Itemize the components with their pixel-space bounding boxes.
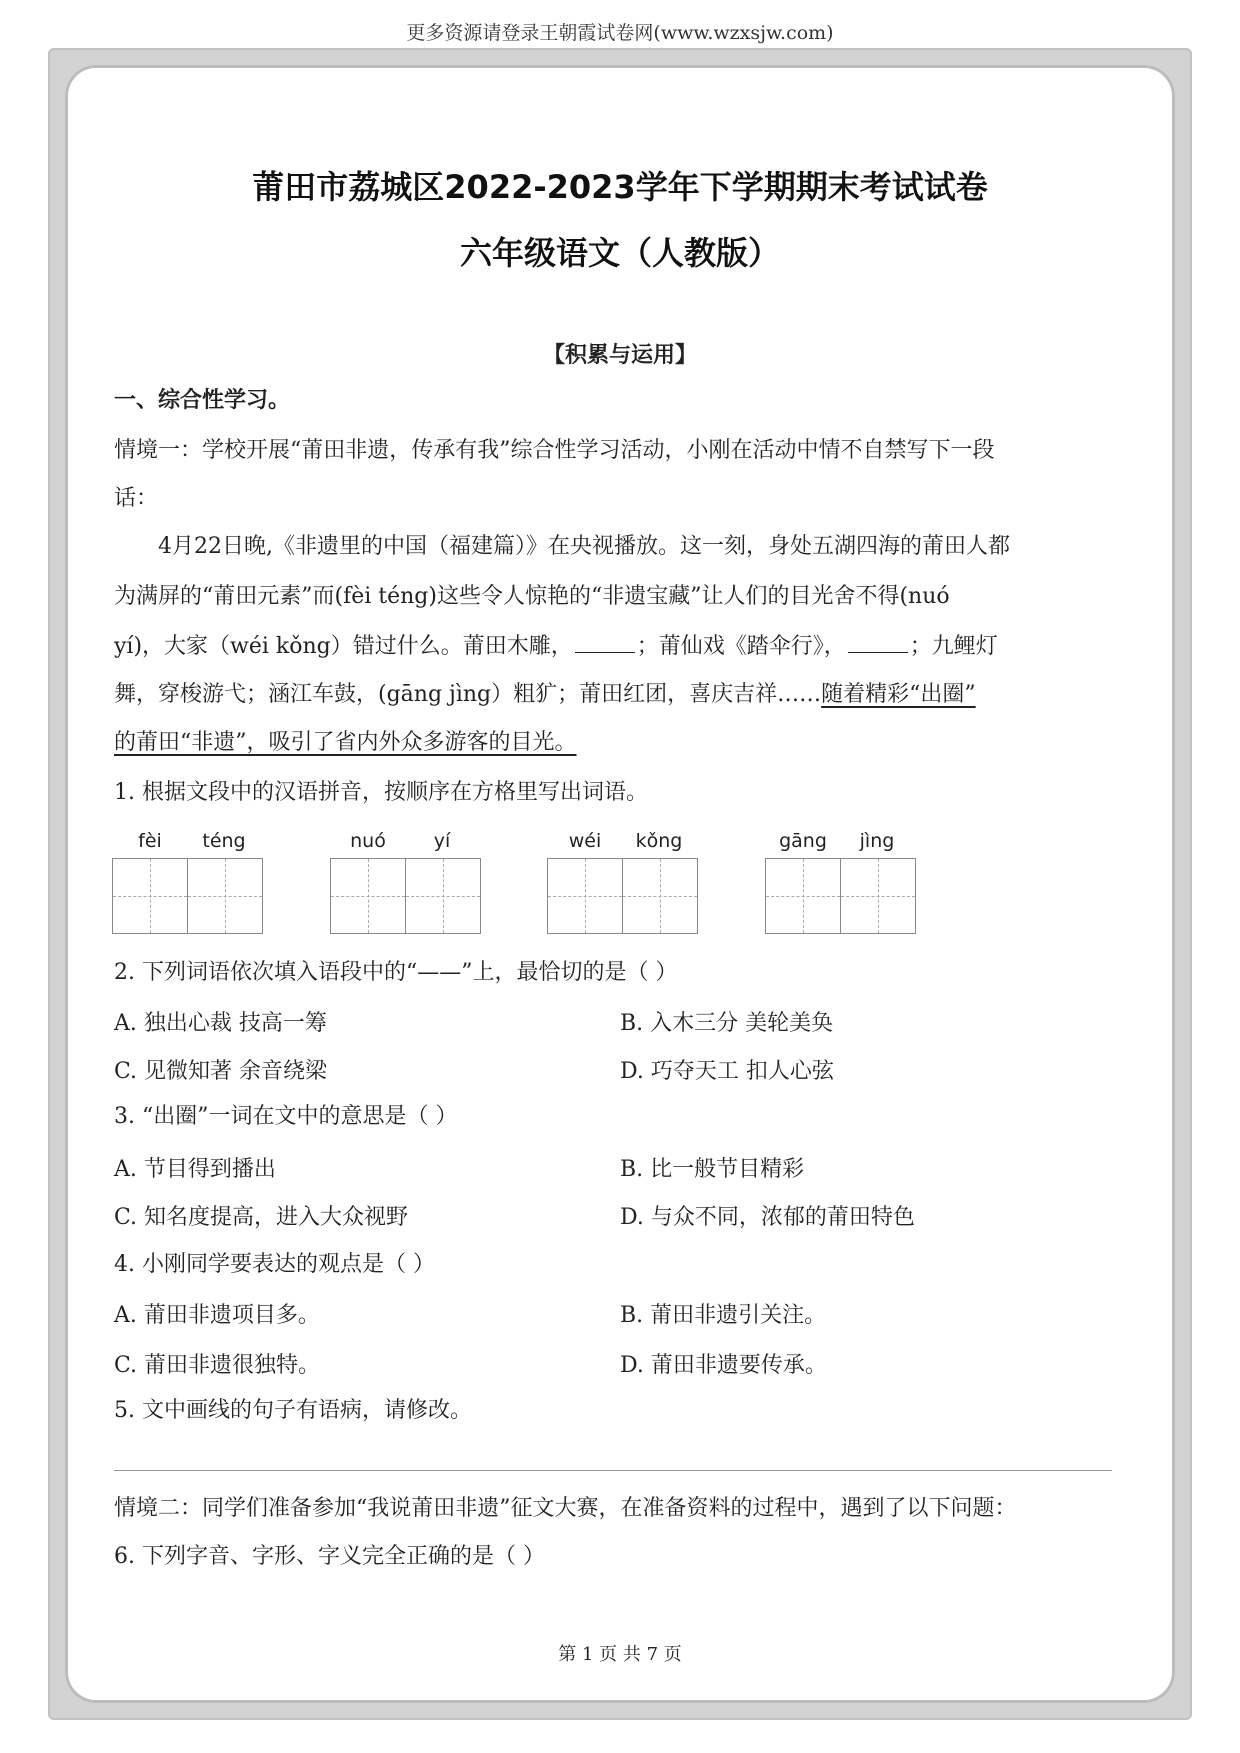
writing-cell[interactable] <box>330 858 406 934</box>
passage-text: ；九鲤灯 <box>909 634 998 659</box>
question-5: 5. 文中画线的句子有语病，请修改。 <box>114 1398 472 1423</box>
option-c[interactable]: C. 莆田非遗很独特。 <box>114 1353 321 1378</box>
pinyin-label: téng <box>202 830 246 852</box>
pinyin-label: jìng <box>859 830 895 852</box>
question-6: 6. 下列字音、字形、字义完全正确的是（ ） <box>114 1544 545 1569</box>
question-1: 1. 根据文段中的汉语拼音，按顺序在方格里写出词语。 <box>114 780 648 805</box>
scenario-text: 情境一：学校开展“莆田非遗，传承有我”综合性学习活动，小刚在活动中情不自禁写下一段 <box>114 438 995 463</box>
option-d[interactable]: D. 与众不同，浓郁的莆田特色 <box>620 1205 915 1230</box>
pinyin-grid-group <box>765 830 914 934</box>
exam-title: 莆田市荔城区2022-2023学年下学期期末考试试卷 <box>252 168 988 206</box>
underlined-sentence: 的莆田“非遗”，吸引了省内外众多游客的目光。 <box>114 730 577 755</box>
site-banner: 更多资源请登录王朝霞试卷网(www.wzxsjw.com) <box>406 22 834 44</box>
option-d[interactable]: D. 莆田非遗要传承。 <box>620 1353 827 1378</box>
option-a[interactable]: A. 节目得到播出 <box>114 1157 276 1182</box>
option-b[interactable]: B. 比一般节目精彩 <box>620 1157 805 1182</box>
writing-cell[interactable] <box>547 858 623 934</box>
section-heading: 【积累与运用】 <box>542 343 697 368</box>
exam-subtitle: 六年级语文（人教版） <box>459 234 780 272</box>
pinyin-label: fèi <box>138 830 162 852</box>
passage-line <box>114 632 1126 662</box>
scenario-text: 话： <box>114 486 159 511</box>
pinyin-grid-group <box>112 830 261 934</box>
writing-cell[interactable] <box>765 858 841 934</box>
question-4: 4. 小刚同学要表达的观点是（ ） <box>114 1252 435 1277</box>
passage-line: 4月22日晚,《非遗里的中国（福建篇）》在央视播放。这一刻，身处五湖四海的莆田人都 <box>158 534 1010 559</box>
underlined-sentence: 随着精彩“出圈” <box>821 682 976 707</box>
question-2: 2. 下列词语依次填入语段中的“——”上，最恰切的是（ ） <box>114 960 678 985</box>
option-b[interactable]: B. 莆田非遗引关注。 <box>620 1303 827 1328</box>
passage-text: 舞，穿梭游弋；涵江车鼓，(gāng jìng）粗犷；莆田红团，喜庆吉祥…… <box>114 682 822 707</box>
part-heading: 一、综合性学习。 <box>114 388 291 413</box>
option-a[interactable]: A. 独出心裁 技高一筹 <box>114 1011 327 1036</box>
writing-cell[interactable] <box>840 858 916 934</box>
option-c[interactable]: C. 知名度提高，进入大众视野 <box>114 1205 409 1230</box>
fill-blank[interactable] <box>848 632 908 653</box>
pinyin-grid-group <box>330 830 479 934</box>
scenario-text: 情境二：同学们准备参加“我说莆田非遗”征文大赛，在准备资料的过程中，遇到了以下问题： <box>114 1496 1017 1521</box>
writing-cell[interactable] <box>622 858 698 934</box>
passage-line: 为满屏的“莆田元素”而(fèi téng)这些令人惊艳的“非遗宝藏”让人们的目光舍不得(nuó <box>114 584 950 609</box>
option-a[interactable]: A. 莆田非遗项目多。 <box>114 1303 320 1328</box>
passage-text: ；莆仙戏《踏伞行》， <box>636 634 846 659</box>
answer-line[interactable] <box>114 1470 1112 1471</box>
pinyin-label: wéi <box>568 830 602 852</box>
passage-line <box>114 728 1126 758</box>
writing-cell[interactable] <box>187 858 263 934</box>
question-3: 3. “出圈”一词在文中的意思是（ ） <box>114 1104 458 1129</box>
pinyin-label: gāng <box>779 830 827 852</box>
pinyin-label: kǒng <box>635 830 683 852</box>
writing-cell[interactable] <box>405 858 481 934</box>
pinyin-label: yí <box>433 830 451 852</box>
pinyin-grid-group <box>547 830 696 934</box>
pinyin-label: nuó <box>350 830 386 852</box>
writing-cell[interactable] <box>112 858 188 934</box>
option-d[interactable]: D. 巧夺天工 扣人心弦 <box>620 1059 834 1084</box>
fill-blank[interactable] <box>575 632 635 653</box>
page-number: 第 1 页 共 7 页 <box>558 1644 682 1665</box>
passage-line <box>114 680 1126 710</box>
option-b[interactable]: B. 入木三分 美轮美奂 <box>620 1011 834 1036</box>
option-c[interactable]: C. 见微知著 余音绕梁 <box>114 1059 328 1084</box>
passage-text: yí)，大家（wéi kǒng）错过什么。莆田木雕， <box>114 634 573 659</box>
